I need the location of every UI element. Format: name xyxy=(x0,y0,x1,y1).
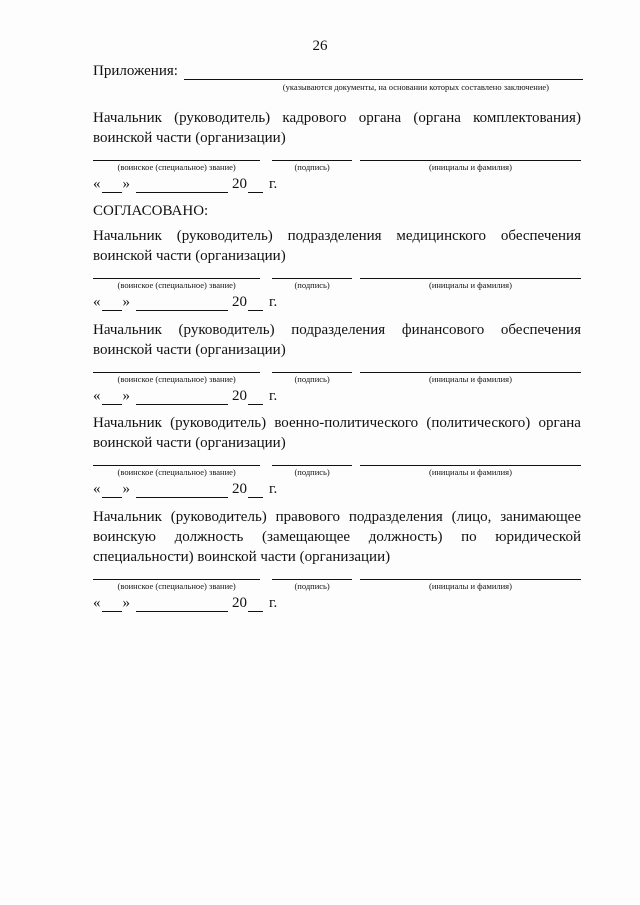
rank-label: (воинское (специальное) звание) xyxy=(117,162,236,172)
block-heading: Начальник (руководитель) подразделения финансового обеспечения воинской части (организации) xyxy=(93,322,581,358)
signature-label: (подпись) xyxy=(294,374,330,384)
signature-block-finance xyxy=(93,320,581,405)
name-label: (инициалы и фамилия) xyxy=(429,280,512,290)
rank-label: (воинское (специальное) звание) xyxy=(117,280,236,290)
signature-label: (подпись) xyxy=(294,581,330,591)
date-row: « » 20 г. xyxy=(93,481,278,497)
name-label: (инициалы и фамилия) xyxy=(429,374,512,384)
block-heading: Начальник (руководитель) правового подразделения (лицо, занимающее воинскую должность (замещающее должность) по юридической специальности) воинской части (организации) xyxy=(93,509,581,565)
attachments-caption: (указываются документы, на основании которых составлено заключение) xyxy=(282,82,549,92)
date-row: « » 20 г. xyxy=(93,388,278,404)
agreed-label: СОГЛАСОВАНО: xyxy=(93,203,209,219)
rank-label: (воинское (специальное) звание) xyxy=(117,581,236,591)
rank-label: (воинское (специальное) звание) xyxy=(117,467,236,477)
block-heading: Начальник (руководитель) подразделения медицинского обеспечения воинской части (организации) xyxy=(93,228,581,264)
signature-block-medical xyxy=(93,226,581,311)
signature-row xyxy=(93,465,581,477)
signature-label: (подпись) xyxy=(294,162,330,172)
attachments-label: Приложения: xyxy=(93,63,178,79)
signature-label: (подпись) xyxy=(294,467,330,477)
page-number: 26 xyxy=(312,38,328,54)
signature-row xyxy=(93,372,581,384)
signature-block-personnel xyxy=(93,108,581,193)
date-row: « » 20 г. xyxy=(93,294,278,310)
signature-block-legal xyxy=(93,507,581,612)
signature-label: (подпись) xyxy=(294,280,330,290)
name-label: (инициалы и фамилия) xyxy=(429,581,512,591)
block-heading: Начальник (руководитель) кадрового органа (органа комплектования) воинской части (организации) xyxy=(93,110,581,146)
signature-row xyxy=(93,278,581,290)
attachments-section xyxy=(93,63,583,92)
name-label: (инициалы и фамилия) xyxy=(429,162,512,172)
date-row: « » 20 г. xyxy=(93,595,278,611)
signature-row xyxy=(93,160,581,172)
rank-label: (воинское (специальное) звание) xyxy=(117,374,236,384)
attachments-blank-line xyxy=(184,65,583,80)
signature-block-political xyxy=(93,413,581,498)
name-label: (инициалы и фамилия) xyxy=(429,467,512,477)
signature-row xyxy=(93,579,581,591)
date-row: « » 20 г. xyxy=(93,176,278,192)
block-heading: Начальник (руководитель) военно-политического (политического) органа воинской части (организации) xyxy=(93,415,581,451)
